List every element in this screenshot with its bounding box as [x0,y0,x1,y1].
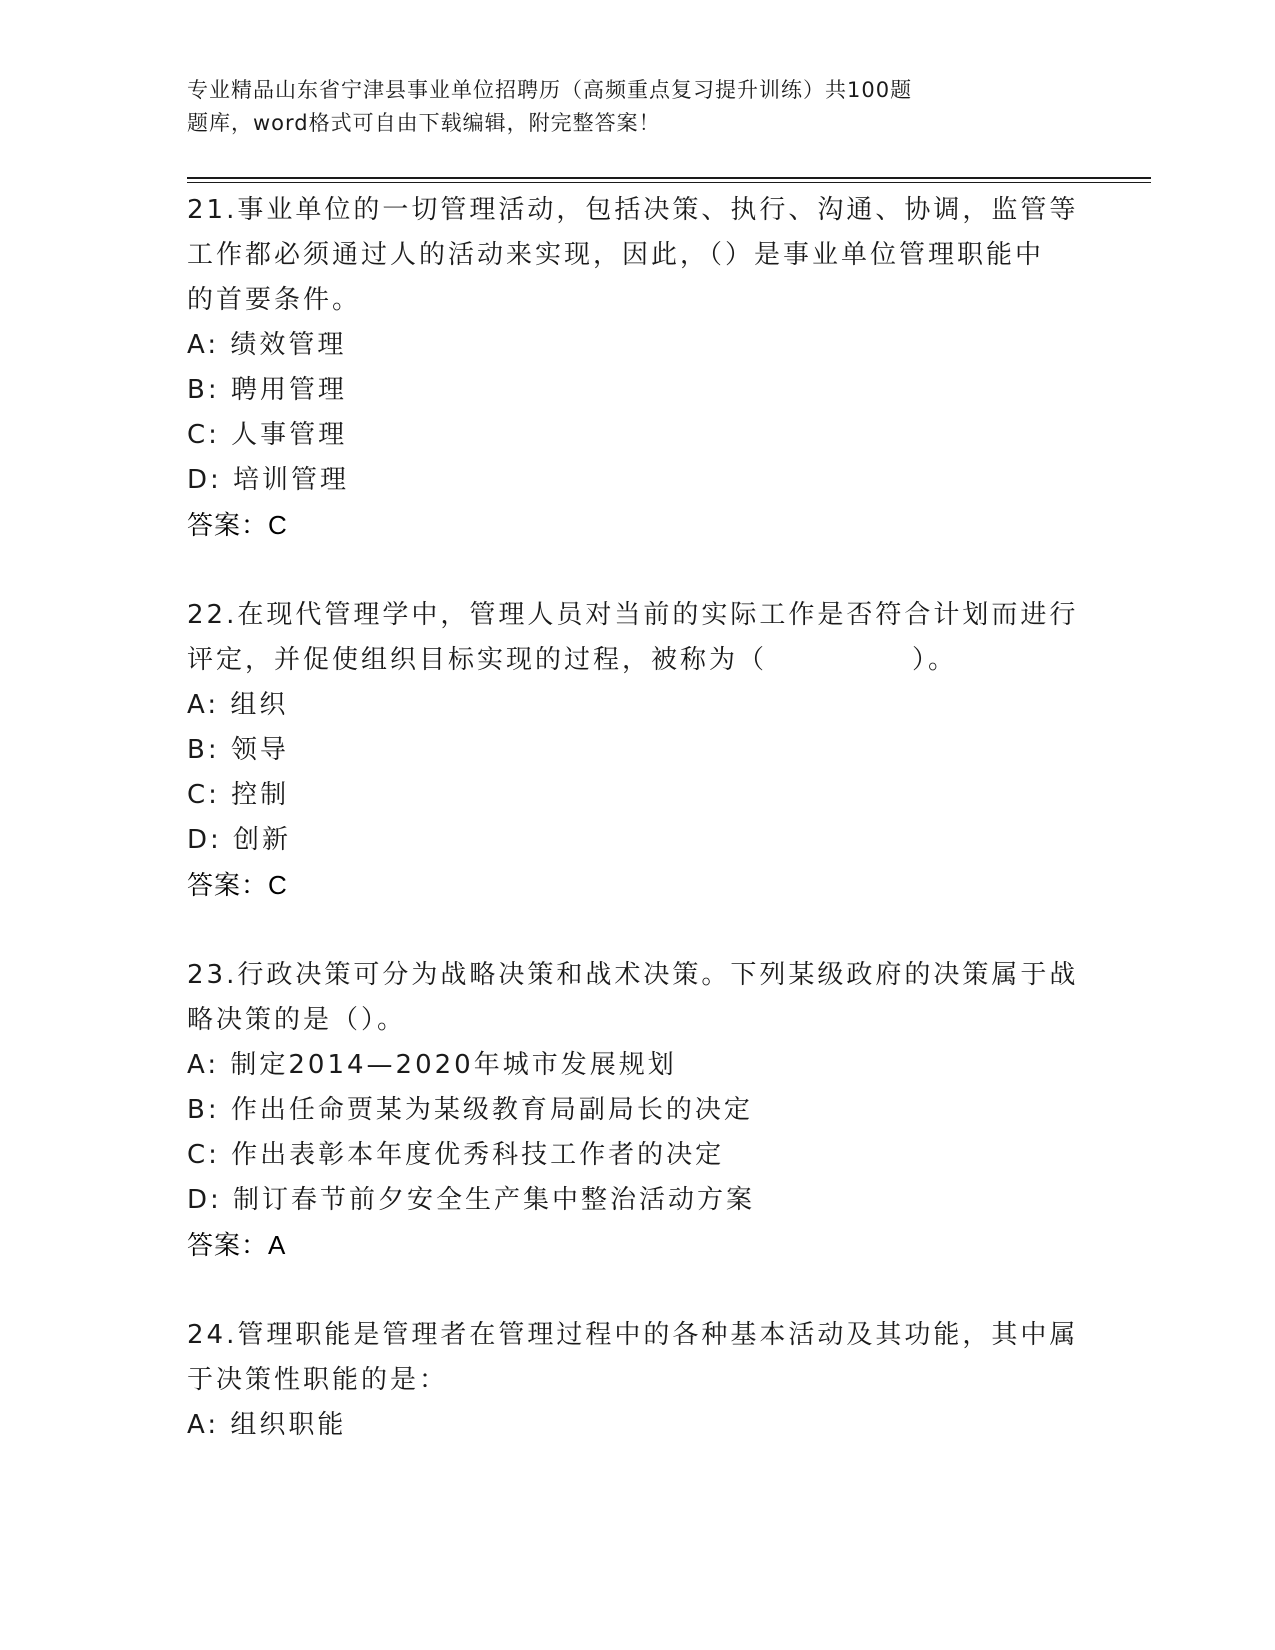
header-line-2: 题库，word格式可自由下载编辑，附完整答案！ [187,111,661,135]
option-c: C: 控制 [187,780,290,810]
question-stem-line: 23.行政决策可分为战略决策和战术决策。下列某级政府的决策属于战 [187,960,1079,990]
question-stem-line: 22.在现代管理学中，管理人员对当前的实际工作是否符合计划而进行 [187,600,1079,630]
question-stem-line: 工作都必须通过人的活动来实现，因此，（）是事业单位管理职能中 [187,240,1045,270]
question-24 [187,1313,1087,1448]
question-22 [187,593,1087,908]
option-d: D: 创新 [187,825,292,855]
question-stem-line: 于决策性职能的是： [187,1365,449,1395]
option-a: A: 组织职能 [187,1410,347,1440]
question-stem-line: 略决策的是（）。 [187,1005,407,1035]
option-a: A: 制定2014—2020年城市发展规划 [187,1050,677,1080]
option-c: C: 作出表彰本年度优秀科技工作者的决定 [187,1140,725,1170]
option-d: D: 制订春节前夕安全生产集中整治活动方案 [187,1185,756,1215]
header-rule-thin [187,182,1151,183]
document-header [187,74,1047,140]
question-stem-line: 24.管理职能是管理者在管理过程中的各种基本活动及其功能，其中属 [187,1320,1079,1350]
option-b: B: 聘用管理 [187,375,347,405]
question-list [187,188,1087,1493]
header-rule-thick [187,177,1151,179]
option-c: C: 人事管理 [187,420,348,450]
question-stem-line: 评定，并促使组织目标实现的过程，被称为（ ）。 [187,645,958,675]
answer-line: 答案：C [187,870,288,900]
question-stem-line: 21.事业单位的一切管理活动，包括决策、执行、沟通、协调，监管等 [187,195,1079,225]
answer-line: 答案：C [187,510,288,540]
option-d: D: 培训管理 [187,465,350,495]
question-stem-line: 的首要条件。 [187,285,362,315]
option-b: B: 作出任命贾某为某级教育局副局长的决定 [187,1095,753,1125]
header-line-1: 专业精品山东省宁津县事业单位招聘历（高频重点复习提升训练）共100题 [187,78,913,102]
option-a: A: 绩效管理 [187,330,347,360]
question-21 [187,188,1087,548]
question-23 [187,953,1087,1268]
option-b: B: 领导 [187,735,289,765]
answer-line: 答案：A [187,1230,287,1260]
option-a: A: 组织 [187,690,289,720]
